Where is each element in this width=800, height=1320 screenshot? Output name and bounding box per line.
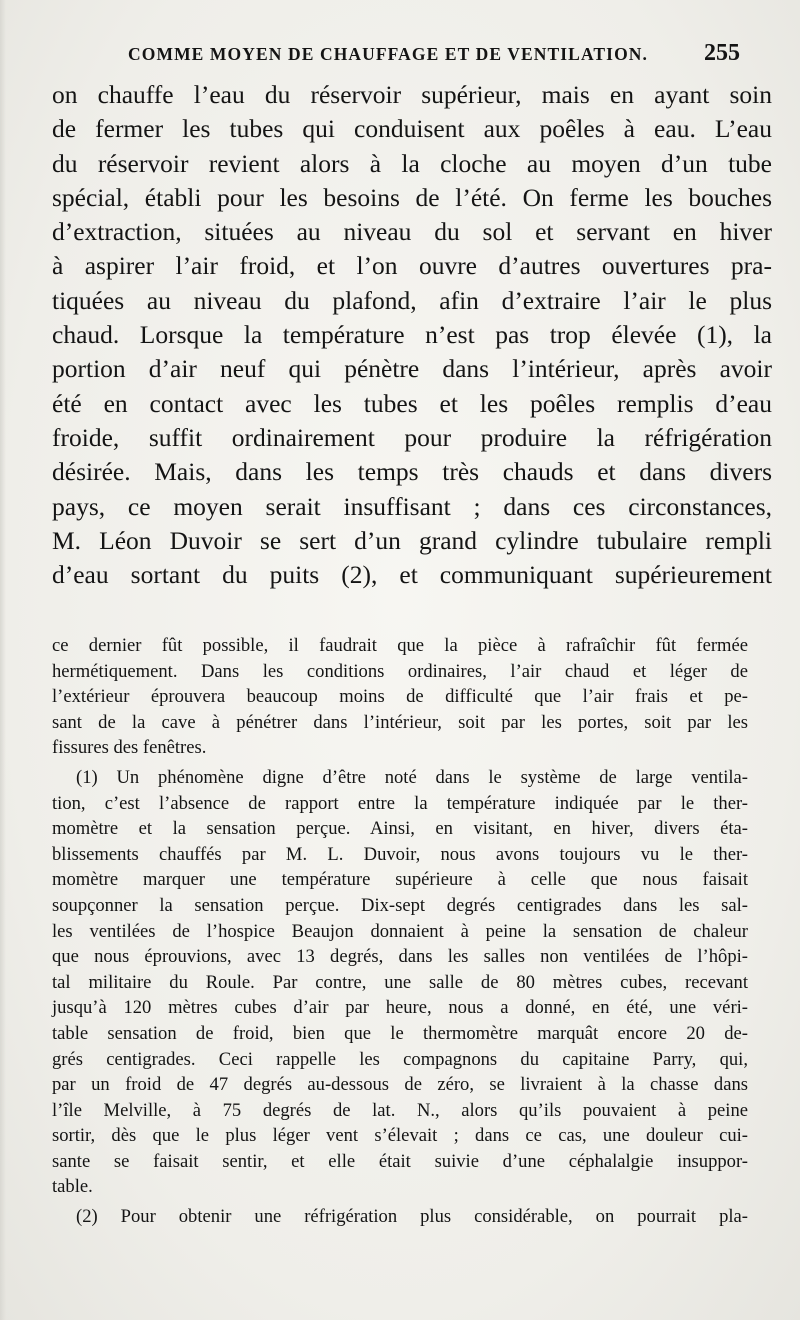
footnotes-block [52,633,748,1230]
main-text-line: froide, suffit ordinairement pour produire la réfrigération [52,422,772,452]
main-text-line: de fermer les tubes qui conduisent aux poêles à eau. L’eau [52,114,772,144]
footnote-line: momètre marquer une température supérieure à celle que nous faisait [52,869,748,891]
footnote-line: par un froid de 47 degrés au-dessous de zéro, se livraient à la chasse dans [52,1074,748,1096]
footnote-line: tion, c’est l’absence de rapport entre la température indiquée par le ther- [52,792,748,814]
page-gutter-shadow [0,0,6,1320]
footnote-line: fissures des fenêtres. [52,737,207,759]
footnote-line: table sensation de froid, bien que le thermomètre marquât encore 20 de- [52,1022,748,1044]
running-title: COMME MOYEN DE CHAUFFAGE ET DE VENTILATION. [128,44,648,64]
footnote-line: (2) Pour obtenir une réfrigération plus considérable, on pourrait pla- [76,1206,748,1228]
footnote-line: que nous éprouvions, avec 13 degrés, dans les salles non ventilées de l’hôpi- [52,946,748,968]
main-text-line: du réservoir revient alors à la cloche au moyen d’un tube [52,148,772,178]
footnote-line: sant de la cave à pénétrer dans l’intérieur, soit par les portes, soit par les [52,711,748,733]
footnote-2 [52,1204,748,1230]
footnote-line: les ventilées de l’hospice Beaujon donnaient à peine la sensation de chaleur [52,920,748,942]
footnote-line: l’extérieur éprouvera beaucoup moins de difficulté que l’air frais et pe- [52,686,748,708]
footnote-line: sante se faisait sentir, et elle était suivie d’une céphalalgie insuppor- [52,1150,748,1172]
main-text-line: M. Léon Duvoir se sert d’un grand cylindre tubulaire rempli [52,525,772,555]
footnote-line: momètre et la sensation perçue. Ainsi, en visitant, en hiver, divers éta- [52,818,748,840]
main-text-block [52,78,772,592]
main-text-line: désirée. Mais, dans les temps très chauds et dans divers [52,457,772,487]
footnote-line: table. [52,1176,93,1198]
main-text-line: pays, ce moyen serait insuffisant ; dans ces circonstances, [52,491,772,521]
footnote-line: tal militaire du Roule. Par contre, une salle de 80 mètres cubes, recevant [52,971,748,993]
footnote-line: soupçonner la sensation perçue. Dix-sept degrés centigrades dans les sal- [52,894,748,916]
footnote-line: jusqu’à 120 mètres cubes d’air par heure, nous a donné, en été, une véri- [52,997,748,1019]
main-text-line: d’extraction, situées au niveau du sol et servant en hiver [52,217,772,247]
footnote-line: sortir, dès que le plus léger vent s’élevait ; dans ce cas, une douleur cui- [52,1125,748,1147]
footnote-1 [52,765,748,1200]
main-text-line: d’eau sortant du puits (2), et communiquant supérieurement [52,560,772,590]
main-text-line: à aspirer l’air froid, et l’on ouvre d’autres ouvertures pra- [52,251,772,281]
running-head [120,40,740,70]
footnote-line: l’île Melville, à 75 degrés de lat. N., alors qu’ils pouvaient à peine [52,1099,748,1121]
main-text-line: chaud. Lorsque la température n’est pas trop élevée (1), la [52,320,772,350]
main-text-line: on chauffe l’eau du réservoir supérieur, mais en ayant soin [52,80,772,109]
main-text-line: tiquées au niveau du plafond, afin d’extraire l’air le plus [52,285,772,315]
footnote-continuation [52,633,748,761]
main-text-line: portion d’air neuf qui pénètre dans l’intérieur, après avoir [52,354,772,384]
footnote-line: (1) Un phénomène digne d’être noté dans le système de large ventila- [76,766,748,788]
footnote-line: grés centigrades. Ceci rappelle les compagnons du capitaine Parry, qui, [52,1048,748,1070]
footnote-line: blissements chauffés par M. L. Duvoir, nous avons toujours vu le ther- [52,843,748,865]
footnote-line: ce dernier fût possible, il faudrait que la pièce à rafraîchir fût fermée [52,635,748,656]
page-number: 255 [704,40,740,66]
main-text-line: spécial, établi pour les besoins de l’été. On ferme les bouches [52,182,772,212]
main-text-line: été en contact avec les tubes et les poêles remplis d’eau [52,388,772,418]
footnote-line: hermétiquement. Dans les conditions ordinaires, l’air chaud et léger de [52,660,748,682]
